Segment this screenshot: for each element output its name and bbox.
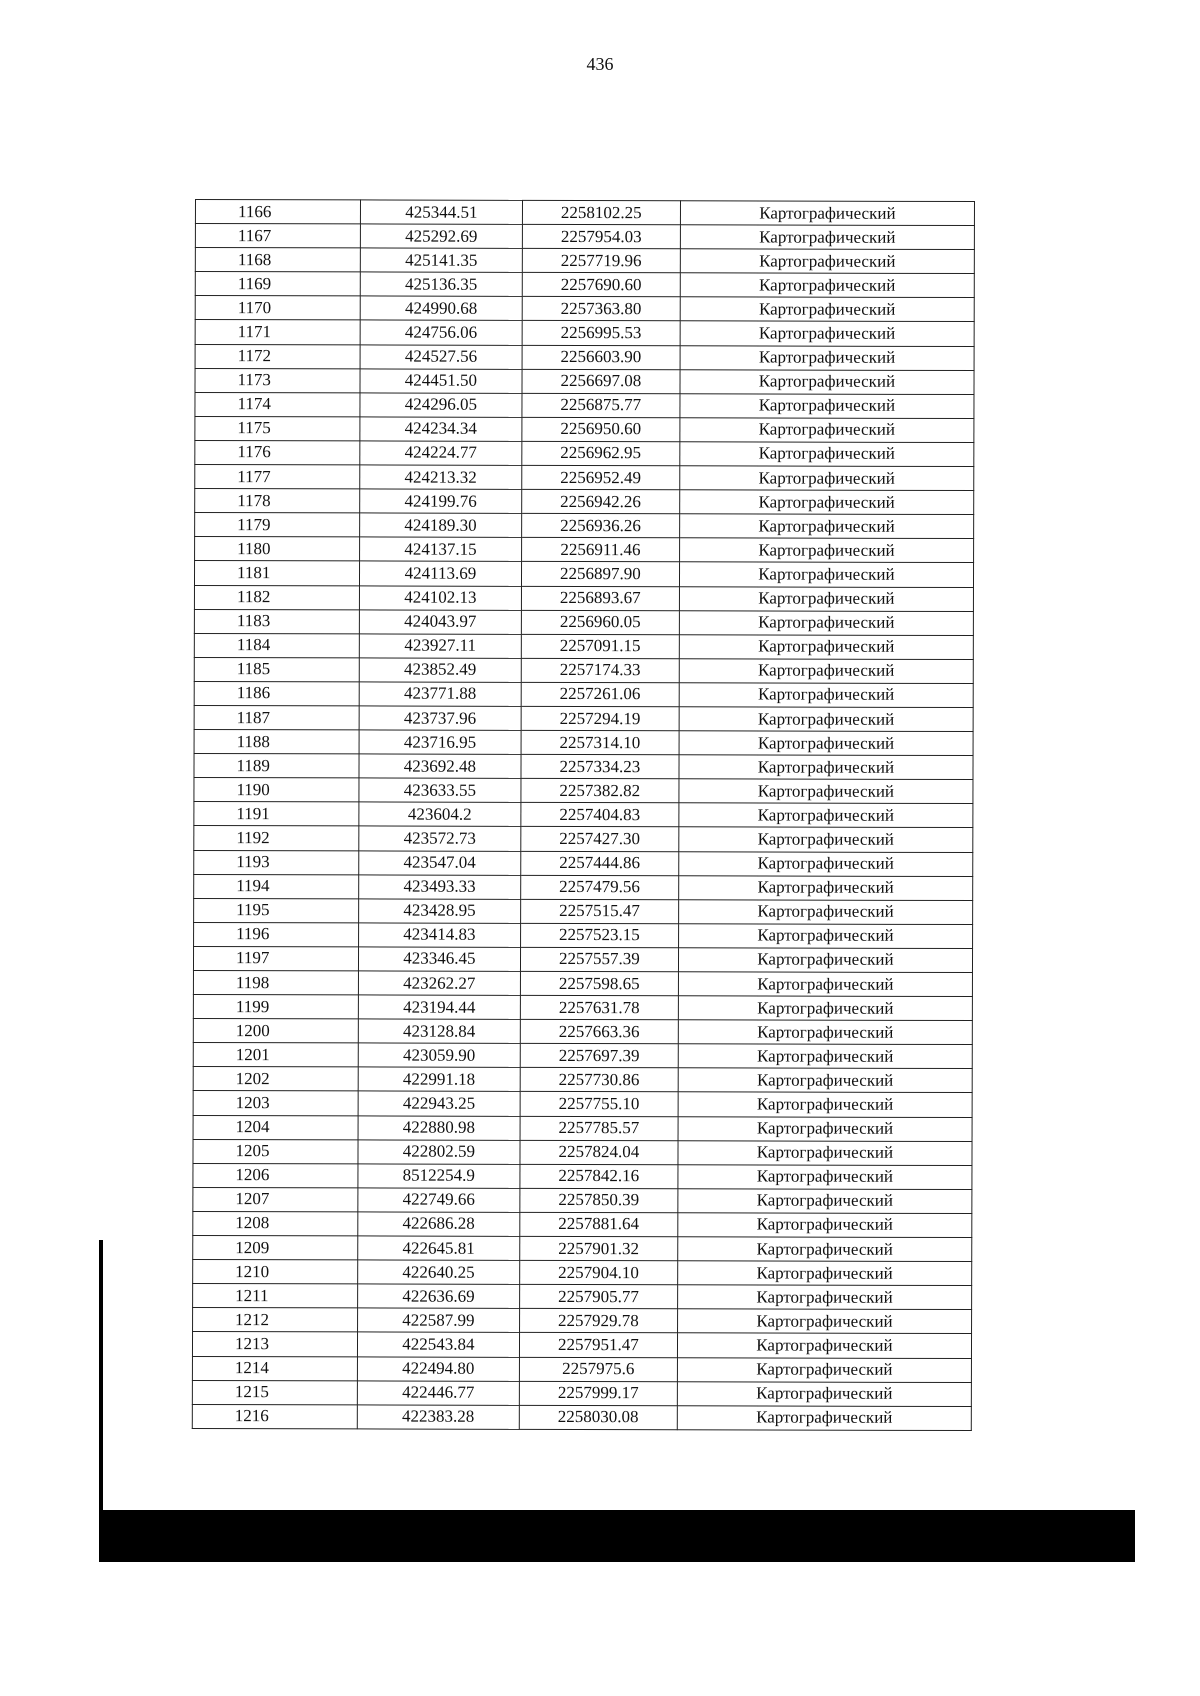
point-number-cell: 1178 <box>195 489 360 514</box>
method-cell: Картографический <box>679 634 973 659</box>
x-coordinate-cell: 423128.84 <box>358 1019 520 1044</box>
point-number-cell: 1212 <box>193 1308 358 1333</box>
table-row <box>193 995 972 1021</box>
table-row <box>195 344 974 370</box>
y-coordinate-cell: 2257954.03 <box>522 224 680 249</box>
x-coordinate-cell: 423059.90 <box>358 1043 520 1068</box>
table-row <box>195 465 974 491</box>
y-coordinate-cell: 2257314.10 <box>521 730 679 755</box>
y-coordinate-cell: 2257294.19 <box>521 706 679 731</box>
method-cell: Картографический <box>678 1213 972 1238</box>
y-coordinate-cell: 2257334.23 <box>521 755 679 780</box>
y-coordinate-cell: 2257557.39 <box>520 947 678 972</box>
y-coordinate-cell: 2256897.90 <box>521 562 679 587</box>
table-row <box>193 1019 972 1045</box>
table-row <box>193 946 972 972</box>
y-coordinate-cell: 2258030.08 <box>519 1405 677 1430</box>
method-cell: Картографический <box>679 875 973 900</box>
y-coordinate-cell: 2257730.86 <box>520 1068 678 1093</box>
table-row <box>195 248 974 274</box>
y-coordinate-cell: 2256952.49 <box>522 465 680 490</box>
point-number-cell: 1197 <box>193 946 358 971</box>
method-cell: Картографический <box>680 369 974 394</box>
table-row <box>195 537 974 563</box>
point-number-cell: 1194 <box>194 874 359 899</box>
x-coordinate-cell: 422802.59 <box>358 1140 520 1165</box>
scan-edge-left <box>99 1240 103 1530</box>
method-cell: Картографический <box>677 1333 971 1358</box>
y-coordinate-cell: 2257842.16 <box>520 1164 678 1189</box>
point-number-cell: 1172 <box>195 344 360 369</box>
table-row <box>193 1308 972 1334</box>
table-row <box>194 754 973 780</box>
point-number-cell: 1214 <box>192 1356 357 1381</box>
table-row <box>194 561 973 587</box>
point-number-cell: 1196 <box>194 922 359 947</box>
point-number-cell: 1187 <box>194 705 359 730</box>
table-row <box>193 1260 972 1286</box>
point-number-cell: 1180 <box>195 537 360 562</box>
point-number-cell: 1176 <box>195 440 360 465</box>
method-cell: Картографический <box>678 1237 972 1262</box>
point-number-cell: 1200 <box>193 1019 358 1044</box>
x-coordinate-cell: 423547.04 <box>359 850 521 875</box>
point-number-cell: 1175 <box>195 416 360 441</box>
x-coordinate-cell: 425344.51 <box>360 200 522 225</box>
method-cell: Картографический <box>678 1068 972 1093</box>
point-number-cell: 1195 <box>194 898 359 923</box>
y-coordinate-cell: 2257523.15 <box>520 923 678 948</box>
coordinates-table <box>192 199 975 1431</box>
point-number-cell: 1188 <box>194 730 359 755</box>
y-coordinate-cell: 2257850.39 <box>520 1188 678 1213</box>
x-coordinate-cell: 424113.69 <box>359 561 521 586</box>
point-number-cell: 1185 <box>194 657 359 682</box>
x-coordinate-cell: 422645.81 <box>358 1236 520 1261</box>
y-coordinate-cell: 2257427.30 <box>521 827 679 852</box>
y-coordinate-cell: 2256995.53 <box>522 321 680 346</box>
x-coordinate-cell: 422587.99 <box>357 1308 519 1333</box>
x-coordinate-cell: 422640.25 <box>358 1260 520 1285</box>
point-number-cell: 1179 <box>195 513 360 538</box>
x-coordinate-cell: 425136.35 <box>360 272 522 297</box>
y-coordinate-cell: 2256603.90 <box>522 345 680 370</box>
point-number-cell: 1215 <box>192 1380 357 1405</box>
y-coordinate-cell: 2257404.83 <box>521 803 679 828</box>
x-coordinate-cell: 424296.05 <box>360 393 522 418</box>
table-row <box>194 705 973 731</box>
y-coordinate-cell: 2257905.77 <box>519 1285 677 1310</box>
method-cell: Картографический <box>677 1309 971 1334</box>
point-number-cell: 1198 <box>193 970 358 995</box>
method-cell: Картографический <box>679 755 973 780</box>
table-row <box>193 1236 972 1262</box>
x-coordinate-cell: 422636.69 <box>358 1284 520 1309</box>
method-cell: Картографический <box>680 225 974 250</box>
x-coordinate-cell: 423493.33 <box>359 875 521 900</box>
table-row <box>193 1091 972 1117</box>
y-coordinate-cell: 2257951.47 <box>519 1333 677 1358</box>
x-coordinate-cell: 425292.69 <box>360 224 522 249</box>
y-coordinate-cell: 2257444.86 <box>521 851 679 876</box>
y-coordinate-cell: 2257382.82 <box>521 779 679 804</box>
x-coordinate-cell: 423262.27 <box>358 971 520 996</box>
table-row <box>192 1332 971 1358</box>
table-row <box>193 1067 972 1093</box>
method-cell: Картографический <box>678 948 972 973</box>
y-coordinate-cell: 2258102.25 <box>522 200 680 225</box>
method-cell: Картографический <box>679 851 973 876</box>
method-cell: Картографический <box>680 345 974 370</box>
method-cell: Картографический <box>679 610 973 635</box>
y-coordinate-cell: 2256875.77 <box>522 393 680 418</box>
y-coordinate-cell: 2257479.56 <box>520 875 678 900</box>
method-cell: Картографический <box>677 1381 971 1406</box>
method-cell: Картографический <box>678 1140 972 1165</box>
table-row <box>194 681 973 707</box>
x-coordinate-cell: 423852.49 <box>359 658 521 683</box>
scan-edge-bottom <box>99 1510 1135 1562</box>
x-coordinate-cell: 422494.80 <box>357 1356 519 1381</box>
method-cell: Картографический <box>680 297 974 322</box>
method-cell: Картографический <box>680 490 974 515</box>
table-row <box>192 1404 971 1430</box>
y-coordinate-cell: 2257363.80 <box>522 297 680 322</box>
table-row <box>193 1139 972 1165</box>
method-cell: Картографический <box>678 972 972 997</box>
point-number-cell: 1204 <box>193 1115 358 1140</box>
table-row <box>192 1380 971 1406</box>
x-coordinate-cell: 424102.13 <box>359 585 521 610</box>
method-cell: Картографический <box>678 924 972 949</box>
method-cell: Картографический <box>678 1044 972 1069</box>
x-coordinate-cell: 424234.34 <box>360 417 522 442</box>
point-number-cell: 1177 <box>195 465 360 490</box>
y-coordinate-cell: 2256893.67 <box>521 586 679 611</box>
y-coordinate-cell: 2257697.39 <box>520 1044 678 1069</box>
table-row <box>193 1284 972 1310</box>
point-number-cell: 1206 <box>193 1163 358 1188</box>
x-coordinate-cell: 422383.28 <box>357 1405 519 1430</box>
x-coordinate-cell: 423716.95 <box>359 730 521 755</box>
table-row <box>193 1115 972 1141</box>
method-cell: Картографический <box>680 249 974 274</box>
point-number-cell: 1174 <box>195 392 360 417</box>
point-number-cell: 1182 <box>194 585 359 610</box>
y-coordinate-cell: 2257755.10 <box>520 1092 678 1117</box>
point-number-cell: 1166 <box>195 200 360 225</box>
method-cell: Картографический <box>679 538 973 563</box>
x-coordinate-cell: 422543.84 <box>357 1332 519 1357</box>
point-number-cell: 1173 <box>195 368 360 393</box>
x-coordinate-cell: 422991.18 <box>358 1067 520 1092</box>
table-row <box>193 1163 972 1189</box>
x-coordinate-cell: 422943.25 <box>358 1091 520 1116</box>
point-number-cell: 1209 <box>193 1236 358 1261</box>
y-coordinate-cell: 2257631.78 <box>520 995 678 1020</box>
point-number-cell: 1170 <box>195 296 360 321</box>
table-row <box>195 513 974 539</box>
point-number-cell: 1167 <box>195 224 360 249</box>
point-number-cell: 1193 <box>194 850 359 875</box>
point-number-cell: 1202 <box>193 1067 358 1092</box>
table-row <box>195 489 974 515</box>
method-cell: Картографический <box>679 803 973 828</box>
x-coordinate-cell: 423428.95 <box>359 899 521 924</box>
y-coordinate-cell: 2257881.64 <box>520 1212 678 1237</box>
method-cell: Картографический <box>679 562 973 587</box>
x-coordinate-cell: 424043.97 <box>359 610 521 635</box>
method-cell: Картографический <box>680 466 974 491</box>
y-coordinate-cell: 2257901.32 <box>520 1236 678 1261</box>
x-coordinate-cell: 423633.55 <box>359 778 521 803</box>
method-cell: Картографический <box>677 1285 971 1310</box>
table-row <box>194 922 973 948</box>
y-coordinate-cell: 2257091.15 <box>521 634 679 659</box>
table-row <box>194 730 973 756</box>
point-number-cell: 1184 <box>194 633 359 658</box>
point-number-cell: 1190 <box>194 778 359 803</box>
point-number-cell: 1192 <box>194 826 359 851</box>
table-row <box>193 1187 972 1213</box>
table-row <box>195 368 974 394</box>
x-coordinate-cell: 424137.15 <box>359 537 521 562</box>
method-cell: Картографический <box>680 418 974 443</box>
y-coordinate-cell: 2256962.95 <box>522 441 680 466</box>
table-row <box>195 224 974 250</box>
method-cell: Картографический <box>678 1116 972 1141</box>
y-coordinate-cell: 2256936.26 <box>521 514 679 539</box>
x-coordinate-cell: 423346.45 <box>358 947 520 972</box>
method-cell: Картографический <box>680 201 974 226</box>
x-coordinate-cell: 423737.96 <box>359 706 521 731</box>
y-coordinate-cell: 2257663.36 <box>520 1020 678 1045</box>
point-number-cell: 1207 <box>193 1187 358 1212</box>
table-row <box>195 392 974 418</box>
method-cell: Картографический <box>678 1092 972 1117</box>
method-cell: Картографический <box>679 827 973 852</box>
x-coordinate-cell: 422446.77 <box>357 1381 519 1406</box>
point-number-cell: 1181 <box>194 561 359 586</box>
method-cell: Картографический <box>678 996 972 1021</box>
point-number-cell: 1186 <box>194 681 359 706</box>
x-coordinate-cell: 424756.06 <box>360 320 522 345</box>
point-number-cell: 1169 <box>195 272 360 297</box>
x-coordinate-cell: 423194.44 <box>358 995 520 1020</box>
method-cell: Картографический <box>678 1261 972 1286</box>
y-coordinate-cell: 2257824.04 <box>520 1140 678 1165</box>
x-coordinate-cell: 423572.73 <box>359 826 521 851</box>
table-row <box>195 296 974 322</box>
point-number-cell: 1168 <box>195 248 360 273</box>
table-row <box>194 826 973 852</box>
method-cell: Картографический <box>680 514 974 539</box>
x-coordinate-cell: 424224.77 <box>360 441 522 466</box>
method-cell: Картографический <box>679 707 973 732</box>
method-cell: Картографический <box>679 586 973 611</box>
table-row <box>194 657 973 683</box>
point-number-cell: 1210 <box>193 1260 358 1285</box>
table-row <box>194 802 973 828</box>
x-coordinate-cell: 425141.35 <box>360 248 522 273</box>
y-coordinate-cell: 2257690.60 <box>522 273 680 298</box>
method-cell: Картографический <box>680 442 974 467</box>
table-row <box>194 585 973 611</box>
point-number-cell: 1208 <box>193 1211 358 1236</box>
table-row <box>194 850 973 876</box>
method-cell: Картографический <box>680 394 974 419</box>
point-number-cell: 1203 <box>193 1091 358 1116</box>
y-coordinate-cell: 2257785.57 <box>520 1116 678 1141</box>
point-number-cell: 1213 <box>192 1332 357 1357</box>
y-coordinate-cell: 2256960.05 <box>521 610 679 635</box>
x-coordinate-cell: 423771.88 <box>359 682 521 707</box>
y-coordinate-cell: 2257174.33 <box>521 658 679 683</box>
y-coordinate-cell: 2257904.10 <box>519 1260 677 1285</box>
x-coordinate-cell: 423604.2 <box>359 802 521 827</box>
point-number-cell: 1201 <box>193 1043 358 1068</box>
method-cell: Картографический <box>678 1189 972 1214</box>
method-cell: Картографический <box>678 1165 972 1190</box>
table-row <box>195 440 974 466</box>
method-cell: Картографический <box>678 899 972 924</box>
table-row <box>194 778 973 804</box>
y-coordinate-cell: 2257515.47 <box>520 899 678 924</box>
y-coordinate-cell: 2256950.60 <box>522 417 680 442</box>
table-row <box>194 633 973 659</box>
x-coordinate-cell: 424990.68 <box>360 296 522 321</box>
method-cell: Картографический <box>677 1405 971 1430</box>
x-coordinate-cell: 424199.76 <box>360 489 522 514</box>
x-coordinate-cell: 424213.32 <box>360 465 522 490</box>
method-cell: Картографический <box>679 731 973 756</box>
x-coordinate-cell: 422880.98 <box>358 1115 520 1140</box>
point-number-cell: 1199 <box>193 995 358 1020</box>
y-coordinate-cell: 2257999.17 <box>519 1381 677 1406</box>
y-coordinate-cell: 2257598.65 <box>520 971 678 996</box>
x-coordinate-cell: 422686.28 <box>358 1212 520 1237</box>
table-row <box>193 1043 972 1069</box>
method-cell: Картографический <box>680 273 974 298</box>
x-coordinate-cell: 422749.66 <box>358 1188 520 1213</box>
y-coordinate-cell: 2256911.46 <box>521 538 679 563</box>
table-row <box>195 320 974 346</box>
x-coordinate-cell: 423927.11 <box>359 634 521 659</box>
method-cell: Картографический <box>679 683 973 708</box>
point-number-cell: 1205 <box>193 1139 358 1164</box>
y-coordinate-cell: 2257261.06 <box>521 682 679 707</box>
point-number-cell: 1171 <box>195 320 360 345</box>
y-coordinate-cell: 2257929.78 <box>519 1309 677 1334</box>
table-row <box>194 609 973 635</box>
coordinates-table-body <box>192 200 974 1431</box>
point-number-cell: 1211 <box>193 1284 358 1309</box>
table-row <box>195 272 974 298</box>
y-coordinate-cell: 2257975.6 <box>519 1357 677 1382</box>
method-cell: Картографический <box>677 1357 971 1382</box>
point-number-cell: 1191 <box>194 802 359 827</box>
table-row <box>194 874 973 900</box>
page-number: 436 <box>586 54 614 74</box>
x-coordinate-cell: 424451.50 <box>360 369 522 394</box>
table-row <box>195 416 974 442</box>
x-coordinate-cell: 423414.83 <box>358 923 520 948</box>
method-cell: Картографический <box>680 321 974 346</box>
table-row <box>193 1211 972 1237</box>
point-number-cell: 1183 <box>194 609 359 634</box>
table-row <box>195 200 974 226</box>
point-number-cell: 1216 <box>192 1404 357 1429</box>
x-coordinate-cell: 424527.56 <box>360 344 522 369</box>
y-coordinate-cell: 2256697.08 <box>522 369 680 394</box>
x-coordinate-cell: 423692.48 <box>359 754 521 779</box>
x-coordinate-cell: 8512254.9 <box>358 1164 520 1189</box>
y-coordinate-cell: 2257719.96 <box>522 249 680 274</box>
y-coordinate-cell: 2256942.26 <box>522 489 680 514</box>
method-cell: Картографический <box>678 1020 972 1045</box>
x-coordinate-cell: 424189.30 <box>360 513 522 538</box>
table-row <box>193 970 972 996</box>
table-row <box>192 1356 971 1382</box>
table-row <box>194 898 973 924</box>
method-cell: Картографический <box>679 779 973 804</box>
method-cell: Картографический <box>679 659 973 684</box>
point-number-cell: 1189 <box>194 754 359 779</box>
